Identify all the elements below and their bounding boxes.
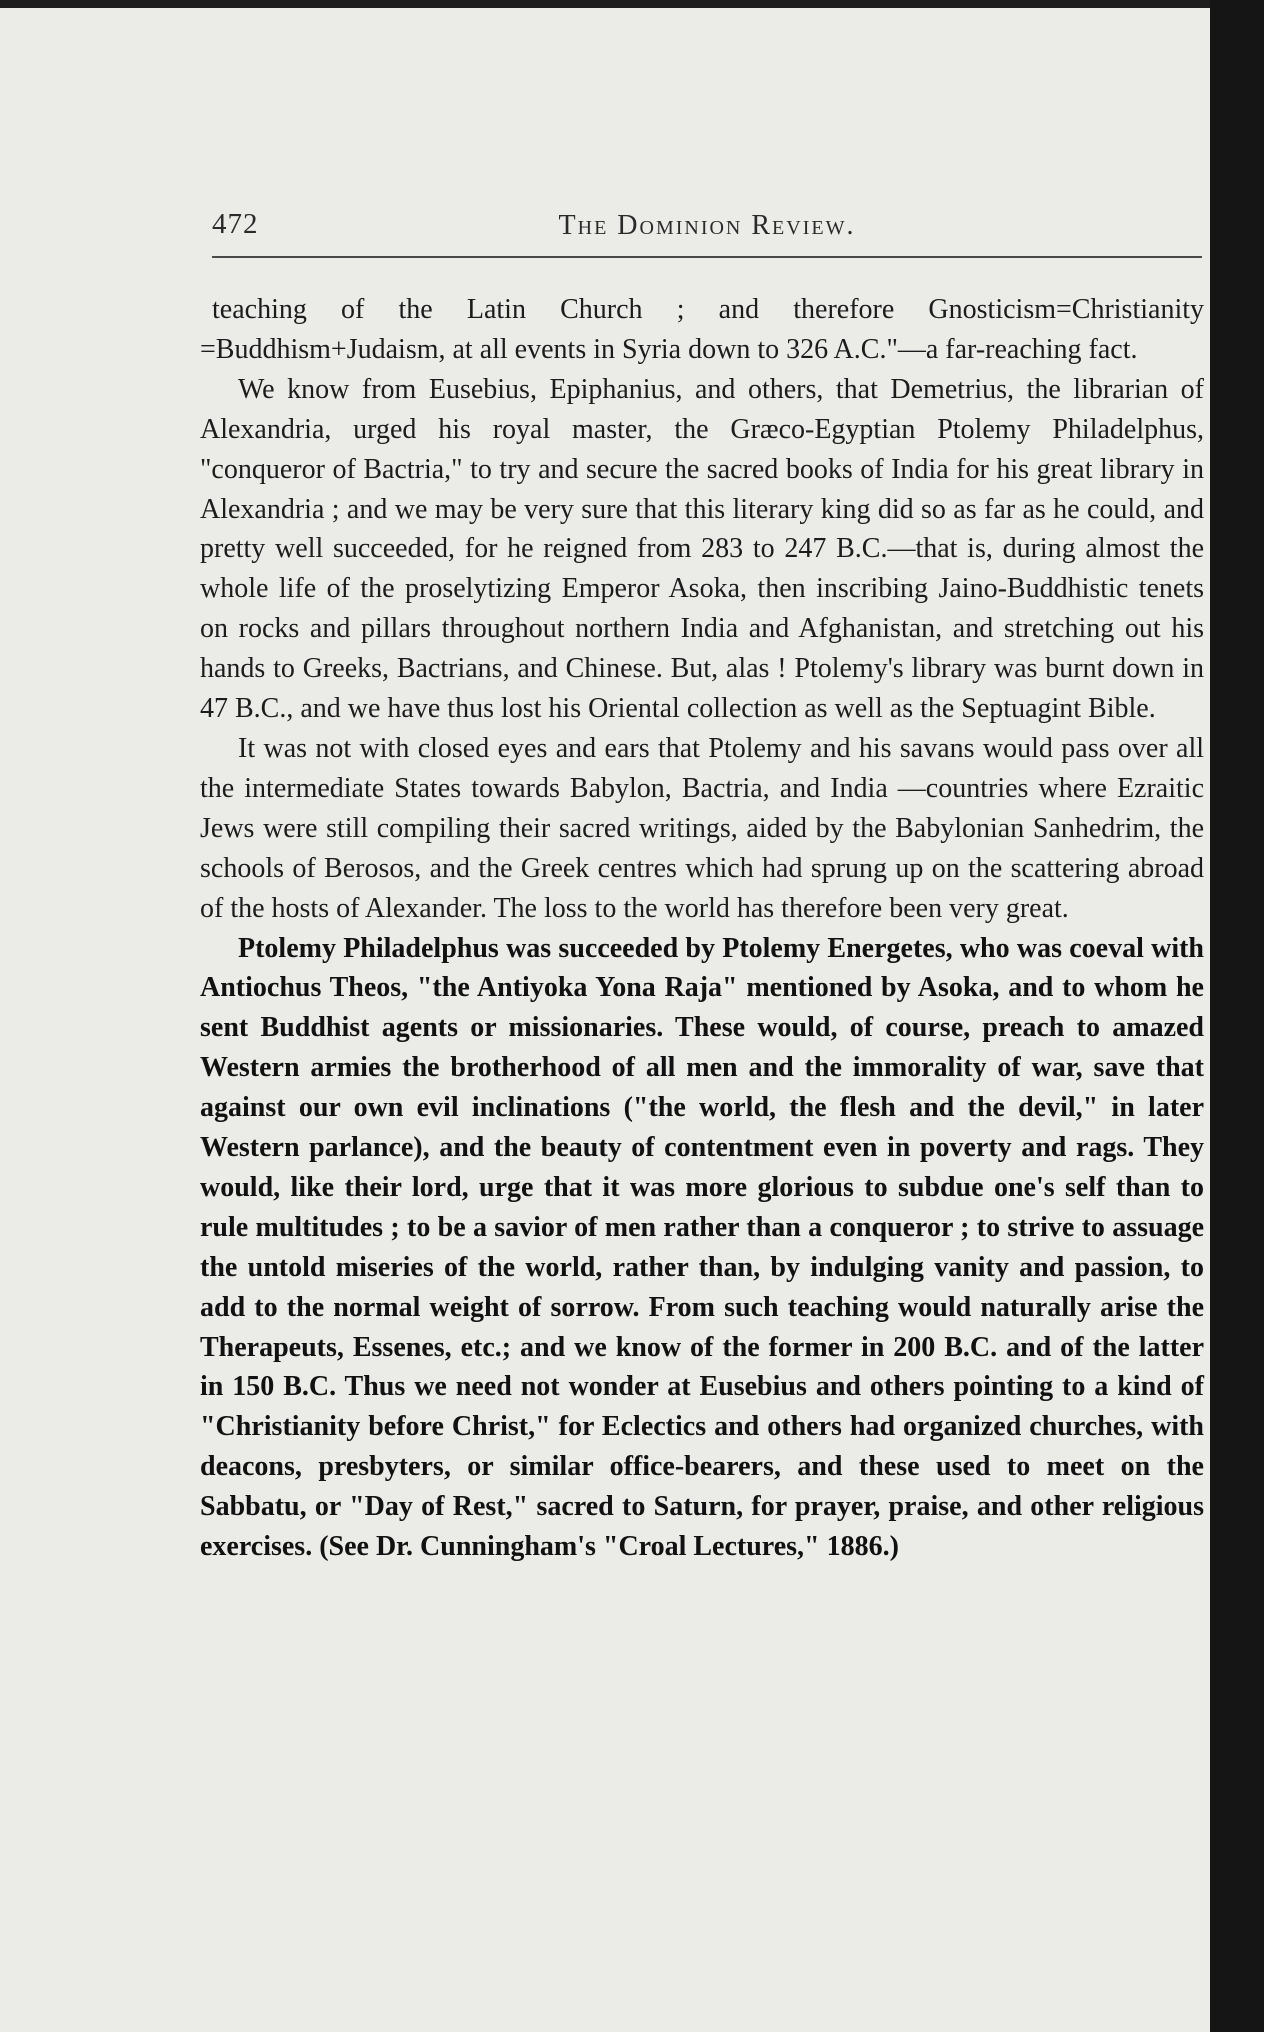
- page-number: 472: [212, 208, 259, 240]
- running-title: The Dominion Review.: [558, 210, 856, 241]
- paragraph-energetes: Ptolemy Philadelphus was succeeded by Ptolemy Energetes, who was coeval with Antiochus Theos, "the Antiyoka Yona Raja" mentioned by Asoka, and to whom he sent Buddhist agents or missionaries. These would, of course, preach to amazed Western armies the brotherhood of all men and the immorality of war, save that against our own evil inclinations ("the world, the flesh and the devil," in later Western parlance), and the beauty of contentment even in poverty and rags. They would, like their lord, urge that it was more glorious to subdue one's self than to rule multitudes ; to be a savior of men rather than a conqueror ; to strive to assuage the untold miseries of the world, rather than, by indulging vanity and passion, to add to the normal weight of sorrow. From such teaching would naturally arise the Therapeuts, Essenes, etc.; and we know of the former in 200 B.C. and of the latter in 150 B.C. Thus we need not wonder at Eusebius and others pointing to a kind of "Christianity before Christ," for Eclectics and others had organized churches, with deacons, presbyters, or similar office-bearers, and these used to meet on the Sabbatu, or "Day of Rest," sacred to Saturn, for prayer, praise, and other religious exercises. (See Dr. Cunningham's "Croal Lectures," 1886.): [200, 932, 1204, 1563]
- page-header: [212, 208, 1202, 258]
- paragraph-demetrius: We know from Eusebius, Epiphanius, and others, that Demetrius, the librarian of Alexandria, urged his royal master, the Græco-Egyptian Ptolemy Philadelphus, "conqueror of Bactria," to try and secure the sacred books of India for his great library in Alexandria ; and we may be very sure that this literary king did so as far as he could, and pretty well succeeded, for he reigned from 283 to 247 B.C.—that is, during almost the whole life of the proselytizing Emperor Asoka, then inscribing Jaino-Buddhistic tenets on rocks and pillars throughout northern India and Afghanistan, and stretching out his hands to Greeks, Bactrians, and Chinese. But, alas ! Ptolemy's library was burnt down in 47 B.C., and we have thus lost his Oriental collection as well as the Septuagint Bible.: [200, 373, 1204, 725]
- body-text: [200, 290, 1204, 1567]
- paragraph-continuation: teaching of the Latin Church ; and therefore Gnosticism=Christianity =Buddhism+Judaism, at all events in Syria down to 326 A.C."—a far-reaching fact.: [200, 294, 1204, 365]
- book-page: [0, 8, 1210, 2032]
- paragraph-savans: It was not with closed eyes and ears that Ptolemy and his savans would pass over all the intermediate States towards Babylon, Bactria, and India —countries where Ezraitic Jews were still compiling their sacred writings, aided by the Babylonian Sanhedrim, the schools of Berosos, and the Greek centres which had sprung up on the scattering abroad of the hosts of Alexander. The loss to the world has therefore been very great.: [200, 732, 1204, 924]
- book-spine-shadow: [1210, 0, 1264, 2032]
